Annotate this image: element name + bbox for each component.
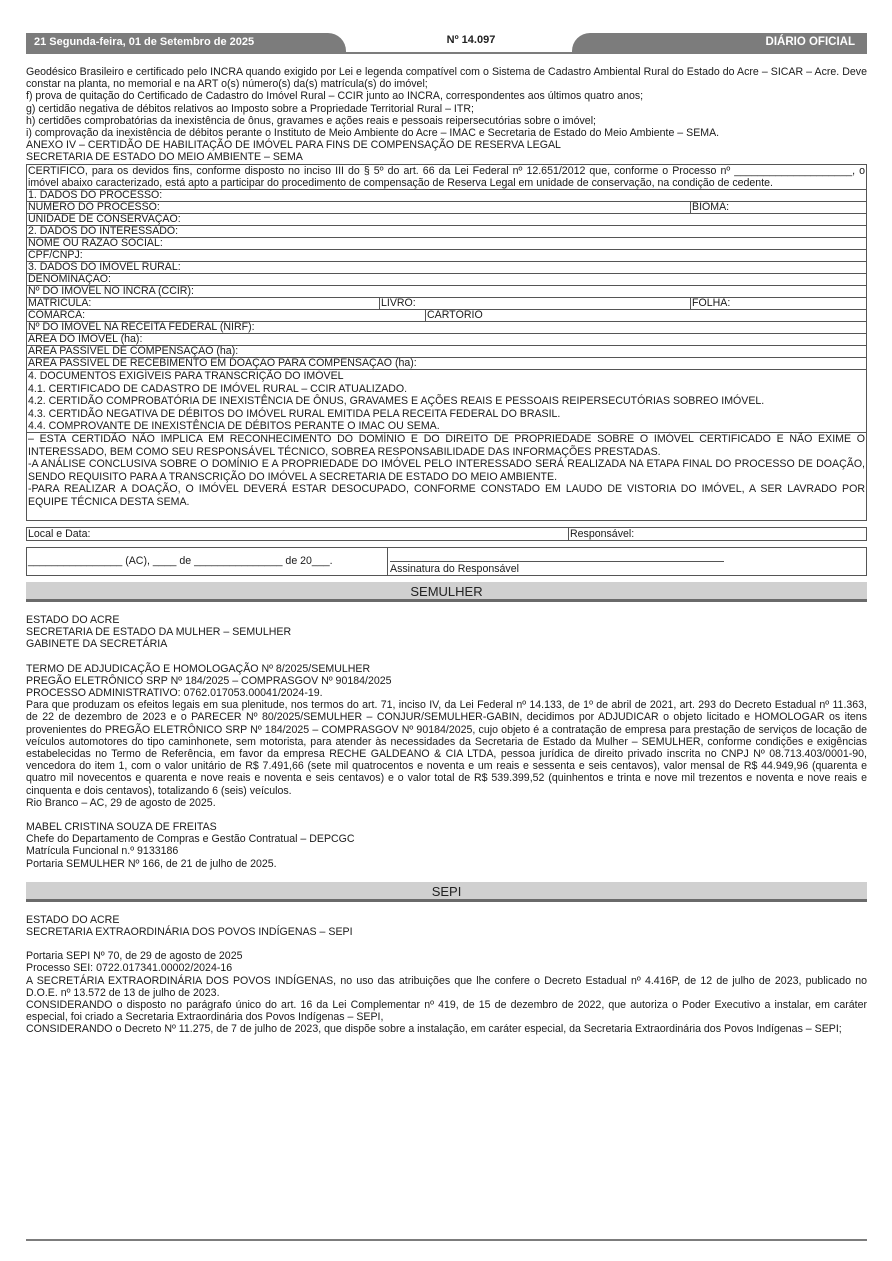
matricula-label: MATRÍCULA: — [28, 297, 92, 310]
local-data-label: Local e Data: — [28, 527, 91, 540]
semulher-processo: PROCESSO ADMINISTRATIVO: 0762.017053.00041/2024-19. — [26, 686, 323, 699]
cartorio-label: CARTÓRIO — [427, 309, 483, 322]
local-data-box — [26, 527, 867, 541]
form-row-area: ÁREA DO IMÓVEL (ha): — [27, 333, 866, 345]
semulher-termo-title: TERMO DE ADJUDICAÇÃO E HOMOLOGAÇÃO Nº 8/2025/SEMULHER — [26, 662, 371, 675]
form-row-unidade: UNIDADE DE CONSERVAÇÃO: — [27, 213, 866, 225]
folha-label: FOLHA: — [692, 297, 731, 310]
footer-divider — [26, 1239, 867, 1241]
comarca-label: COMARCA: — [28, 309, 86, 322]
form-row-nirf: Nº DO IMÓVEL NA RECEITA FEDERAL (NIRF): — [27, 321, 866, 333]
livro-label: LIVRO: — [381, 297, 416, 310]
form-row-comarca — [27, 309, 866, 321]
semulher-body: Para que produzam os efeitos legais em sua plenitude, nos termos do art. 71, inciso IV, da Lei Federal nº 14.133, de 1º de abril de 2021, art. 293 do Decreto Estadual nº 11.363, de 22 de dezembro de 2023 e o PARECER Nº 80/2025/SEMULHER – CONJUR/SEMULHER-GABIN, decidimos por ADJUDICAR o objeto licitado e HOMOLOGAR os itens provenientes do PREGÃO ELETRÔNICO SRP Nº 184/2025 – COMPRASGOV Nº 90184/2025, cujo objeto é a contratação de empresa para prestação de serviços de locação de veículos automotores do tipo caminhonete, sem motorista, para atender às necessidades da Secretaria de Estado da Mulher – SEMULHER, conforme condições e exigências estabelecidas no Termo de Referência, em favor da empresa RECHE GALDEANO & CIA LTDA, pessoa jurídica de direito privado inscrita no CNPJ Nº 08.713.403/0001-90, vencedora do item 1, com o valor unitário de R$ 7.491,66 (sete mil quatrocentos e noventa e um reais e sessenta e seis centavos), valor mensal de R$ 44.949,96 (quarenta e quatro mil novecentos e quarenta e nove reais e noventa e seis centavos) e o valor total de R$ 539.399,52 (quinhentos e trinta e nove mil trezentos e noventa e nove reais e cinquenta e dois centavos), totalizando 6 (seis) veículos. — [26, 699, 867, 797]
responsavel-label: Responsável: — [570, 527, 635, 540]
sepi-paragraph: CONSIDERANDO o disposto no parágrafo único do art. 16 da Lei Complementar nº 419, de 15 de dezembro de 2022, que autoriza o Poder Executivo a instalar, em caráter especial, foi criado a Secretaria Extraordinária dos Povos Indígenas – SEPI, — [26, 998, 867, 1024]
page-content — [26, 66, 867, 1036]
signature-label: Assinatura do Responsável — [390, 562, 519, 575]
form-row-dados-imovel: 3. DADOS DO IMÓVEL RURAL: — [27, 261, 866, 273]
form-row-dados-processo: 1. DADOS DO PROCESSO: — [27, 189, 866, 201]
sepi-paragraph: A SECRETÁRIA EXTRAORDINÁRIA DOS POVOS INDÍGENAS, no uso das atribuições que lhe confere o Decreto Estadual nº 4.416P, de 12 de julho de 2023, publicado no D.O.E. nº 13.572 de 13 de julho de 2023. — [26, 974, 867, 999]
annex-secretariat: SECRETARIA DE ESTADO DO MEIO AMBIENTE – SEMA — [26, 151, 303, 164]
form-row-denominacao: DENOMINAÇÃO: — [27, 273, 866, 285]
section-header-sepi: SEPI — [26, 882, 867, 902]
signature-line — [390, 561, 724, 562]
form-row-matricula — [27, 297, 866, 309]
semulher-pregao: PREGÃO ELETRÔNICO SRP Nº 184/2025 – COMPRASGOV Nº 90184/2025 — [26, 674, 392, 687]
sepi-org-line: SECRETARIA EXTRAORDINÁRIA DOS POVOS INDÍGENAS – SEPI — [26, 925, 353, 938]
intro-item-i: i) comprovação da inexistência de débitos perante o Instituto de Meio Ambiente do Acre – IMAC e Secretaria de Estado do Meio Ambiente – SEMA. — [26, 127, 720, 140]
semulher-org-line: ESTADO DO ACRE — [26, 613, 120, 626]
form-row-dados-interessado: 2. DADOS DO INTERESSADO: — [27, 225, 866, 237]
note-item: -PARA REALIZAR A DOAÇÃO, O IMÓVEL DEVERÁ ESTAR DESOCUPADO, CONFORME CONSTADO EM LAUDO DE VISTORIA DO IMÓVEL, A SER LAVRADO POR EQUIPE TÉCNICA DESTA SEMA. — [28, 483, 865, 508]
documento-item: 4.1. CERTIFICADO DE CADASTRO DE IMÓVEL RURAL – CCIR ATUALIZADO. — [28, 382, 408, 395]
sepi-processo: Processo SEI: 0722.017341.00002/2024-16 — [26, 962, 233, 975]
form-notes — [27, 432, 866, 519]
form-row-ccir: Nº DO IMÓVEL NO INCRA (CCIR): — [27, 285, 866, 297]
note-item: -A ANÁLISE CONCLUSIVA SOBRE O DOMÍNIO E A PROPRIEDADE DO IMÓVEL PELO INTERESSADO SERÁ REALIZADA NA ETAPA FINAL DO PROCESSO DE DOAÇÃO, SENDO REQUISITO PARA A TRANSCRIÇÃO DO IMÓVEL A SECRETARIA DE ESTADO DO MEIO AMBIENTE. — [28, 458, 865, 483]
documento-item: 4.4. COMPROVANTE DE INEXISTÊNCIA DE DÉBITOS PERANTE O IMAC OU SEMA. — [28, 420, 440, 433]
signatory-role: Chefe do Departamento de Compras e Gestão Contratual – DEPCGC — [26, 833, 355, 846]
documentos-title: 4. DOCUMENTOS EXIGÍVEIS PARA TRANSCRIÇÃO DO IMÓVEL — [28, 370, 344, 383]
intro-item-g: g) certidão negativa de débitos relativos ao Imposto sobre a Propriedade Territorial Rural – ITR; — [26, 102, 474, 115]
date-line: ________________ (AC), ____ de _______________ de 20___. — [28, 554, 333, 567]
signature-area — [387, 548, 867, 575]
header-divider — [26, 52, 867, 54]
form-row-nome: NOME OU RAZÃO SOCIAL: — [27, 237, 866, 249]
bioma-label: BIOMA: — [692, 201, 730, 214]
form-row-numero-processo — [27, 201, 866, 213]
form-row-cpf: CPF/CNPJ: — [27, 249, 866, 261]
form-row-area-passivel: ÁREA PASSÍVEL DE COMPENSAÇÃO (ha): — [27, 345, 866, 357]
signature-box — [26, 547, 867, 576]
header-date: 21 Segunda-feira, 01 de Setembro de 2025 — [26, 33, 322, 52]
form-row-area-recebimento: ÁREA PASSÍVEL DE RECEBIMENTO EM DOAÇÃO PARA COMPENSAÇÃO (ha): — [27, 357, 866, 369]
section-header-semulher: SEMULHER — [26, 582, 867, 602]
signatory-portaria: Portaria SEMULHER Nº 166, de 21 de julho de 2025. — [26, 857, 277, 870]
intro-paragraph: Geodésico Brasileiro e certificado pelo INCRA quando exigido por Lei e legenda compatível com o Sistema de Cadastro Ambiental Rural do Estado do Acre – SICAR – Acre. Deve constar na planta, no memorial e na ART o(s) número(s) da(s) matrícula(s) do imóvel; — [26, 66, 867, 91]
documento-item: 4.2. CERTIDÃO COMPROBATÓRIA DE INEXISTÊNCIA DE ÔNUS, GRAVAMES E AÇÕES REAIS E PESSOAIS REIPERSECUTÓRIAS SOBREO IMÓVEL. — [28, 395, 765, 408]
header-issue-number: Nº 14.097 — [446, 34, 496, 46]
intro-item-h: h) certidões comprobatórias da inexistência de ônus, gravames e ações reais e pessoais reipersecutórias sobre o imóvel; — [26, 114, 596, 127]
semulher-org-line: GABINETE DA SECRETÁRIA — [26, 638, 168, 651]
annex-title: ANEXO IV – CERTIDÃO DE HABILITAÇÃO DE IMÓVEL PARA FINS DE COMPENSAÇÃO DE RESERVA LEGAL — [26, 139, 561, 152]
certificate-form — [26, 164, 867, 521]
semulher-date: Rio Branco – AC, 29 de agosto de 2025. — [26, 796, 216, 809]
form-documentos — [27, 369, 866, 432]
signatory-name: MABEL CRISTINA SOUZA DE FREITAS — [26, 820, 217, 833]
signatory-matricula: Matrícula Funcional n.º 9133186 — [26, 845, 179, 858]
page-header — [26, 33, 867, 52]
certifico-text: CERTIFICO, para os devidos fins, conforme disposto no inciso III do § 5º do art. 66 da Lei Federal nº 12.651/2012 que, conforme o Processo nº ____________________, o imóvel abaixo caracterizado, está apto a participar do procedimento de compensação de Reserva Legal em unidade de conservação, na condição de cedente. — [28, 164, 865, 190]
sepi-portaria: Portaria SEPI Nº 70, de 29 de agosto de 2025 — [26, 950, 243, 963]
note-item: – ESTA CERTIDÃO NÃO IMPLICA EM RECONHECIMENTO DO DOMÍNIO E DO DIREITO DE PROPRIEDADE SOBRE O IMÓVEL CERTIFICADO E NÃO EXIME O INTERESSADO, BEM COMO SEU RESPONSÁVEL TÉCNICO, SOBREA RESPONSABILIDADE DAS INFORMAÇÕES PRESTADAS. — [28, 433, 865, 458]
numero-processo-label: NÚMERO DO PROCESSO: — [28, 201, 160, 214]
sepi-paragraph: CONSIDERANDO o Decreto Nº 11.275, de 7 de julho de 2023, que dispõe sobre a instalação, em caráter especial, da Secretaria Extraordinária dos Povos Indígenas – SEPI; — [26, 1023, 842, 1036]
header-left-cap — [316, 33, 346, 52]
intro-item-f: f) prova de quitação do Certificado de Cadastro do Imóvel Rural – CCIR junto ao INCRA, correspondentes aos últimos quatro anos; — [26, 90, 644, 103]
semulher-org-line: SECRETARIA DE ESTADO DA MULHER – SEMULHER — [26, 626, 292, 639]
documento-item: 4.3. CERTIDÃO NEGATIVA DE DÉBITOS DO IMÓVEL RURAL EMITIDA PELA RECEITA FEDERAL DO BRASIL. — [28, 407, 561, 420]
header-publication-title: DIÁRIO OFICIAL — [592, 33, 867, 52]
sepi-org-line: ESTADO DO ACRE — [26, 913, 120, 926]
